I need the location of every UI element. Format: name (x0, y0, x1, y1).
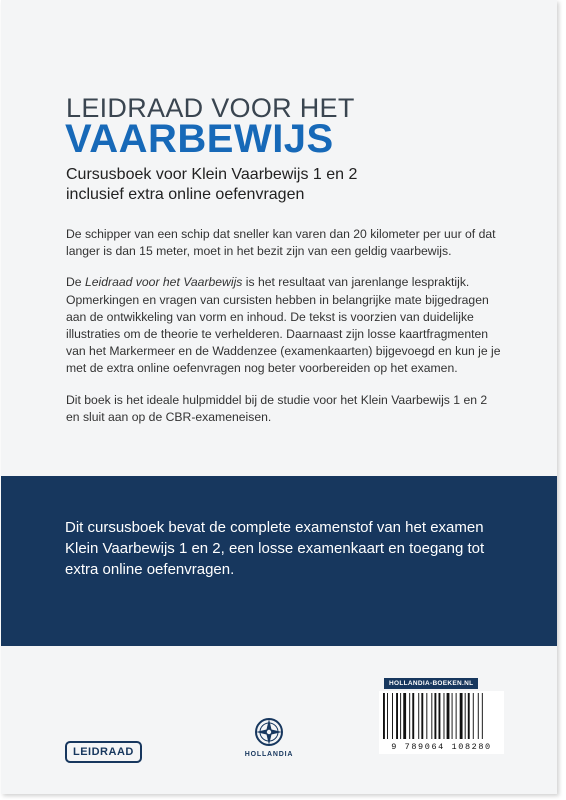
barcode-bar (383, 693, 385, 739)
barcode-bar (421, 693, 423, 739)
barcode-bar (473, 693, 474, 739)
blurb-p2-prefix: De (66, 275, 85, 290)
book-back-cover (1, 0, 557, 794)
blurb-book-title-italic: Leidraad voor het Vaarbewijs (84, 275, 243, 290)
barcode-bar (452, 693, 453, 739)
isbn-barcode (379, 691, 504, 754)
blurb-paragraph-1: De schipper van een schip dat sneller kan varen dan 20 kilometer per uur of dat langer is dan 15 meter, moet in het bezit zijn van een geldig vaarbewijs. (66, 227, 496, 259)
subtitle-line-2: inclusief extra online oefenvragen (66, 186, 305, 203)
barcode-bar (392, 693, 393, 739)
barcode-bar (396, 693, 398, 739)
barcode-bar (400, 693, 401, 739)
hollandia-logo (239, 716, 299, 758)
summary-band (1, 476, 557, 646)
barcode-bar (412, 693, 414, 739)
subtitle-line-1: Cursusboek voor Klein Vaarbewijs 1 en 2 (66, 166, 358, 183)
barcode-bar (482, 693, 483, 739)
barcode-bar (418, 693, 419, 739)
barcode-bar (468, 693, 470, 739)
barcode-bar (409, 693, 410, 739)
title-eyebrow: LEIDRAAD VOOR HET (66, 93, 355, 123)
isbn-number: 9 789064 108280 (391, 742, 492, 752)
barcode-bar (431, 693, 432, 739)
barcode-bar (465, 693, 466, 739)
blurb (66, 226, 504, 440)
leidraad-logo: LEIDRAAD (65, 741, 142, 763)
compass-rose-icon (253, 716, 285, 748)
book-subtitle (66, 165, 486, 205)
barcode-bar (439, 693, 441, 739)
barcode-bar (403, 693, 406, 739)
barcode-bars (379, 691, 504, 741)
hollandia-wordmark: HOLLANDIA (244, 751, 294, 758)
barcode-bar (460, 693, 463, 739)
blurb-paragraph-3: Dit boek is het ideale hulpmiddel bij de studie voor het Klein Vaarbewijs 1 en 2 en sluit aan op de CBR-exameneisen. (66, 392, 488, 424)
barcode-bar (447, 693, 450, 739)
barcode-bar (444, 693, 445, 739)
barcode-bar (478, 693, 479, 739)
barcode-bar (456, 693, 457, 739)
website-badge: HOLLANDIA-BOEKEN.NL (384, 678, 478, 689)
blurb-paragraph-2 (66, 274, 504, 377)
book-title: VAARBEWIJS (65, 117, 334, 161)
barcode-bar (387, 693, 388, 739)
barcode-bar (434, 693, 436, 739)
summary-text: Dit cursusboek bevat de complete examenstof van het examen Klein Vaarbewijs 1 en 2, een losse examenkaart en toegang tot extra online oefenvragen. (65, 519, 485, 578)
barcode-bar (426, 693, 427, 739)
blurb-p2-rest: is het resultaat van jarenlange lespraktijk. Opmerkingen en vragen van cursisten hebben in belangrijke mate bijgedragen aan de ontwikkeling van vorm en inhoud. De tekst is voorzien van duidelijke illustraties om de theorie te verhelderen. Daarnaast zijn losse kaartfragmenten van het Markermeer en de Waddenzee (examenkaarten) bijgevoegd en kun je je met de extra online oefenvragen nog beter voorbereiden op het examen. (66, 275, 501, 376)
